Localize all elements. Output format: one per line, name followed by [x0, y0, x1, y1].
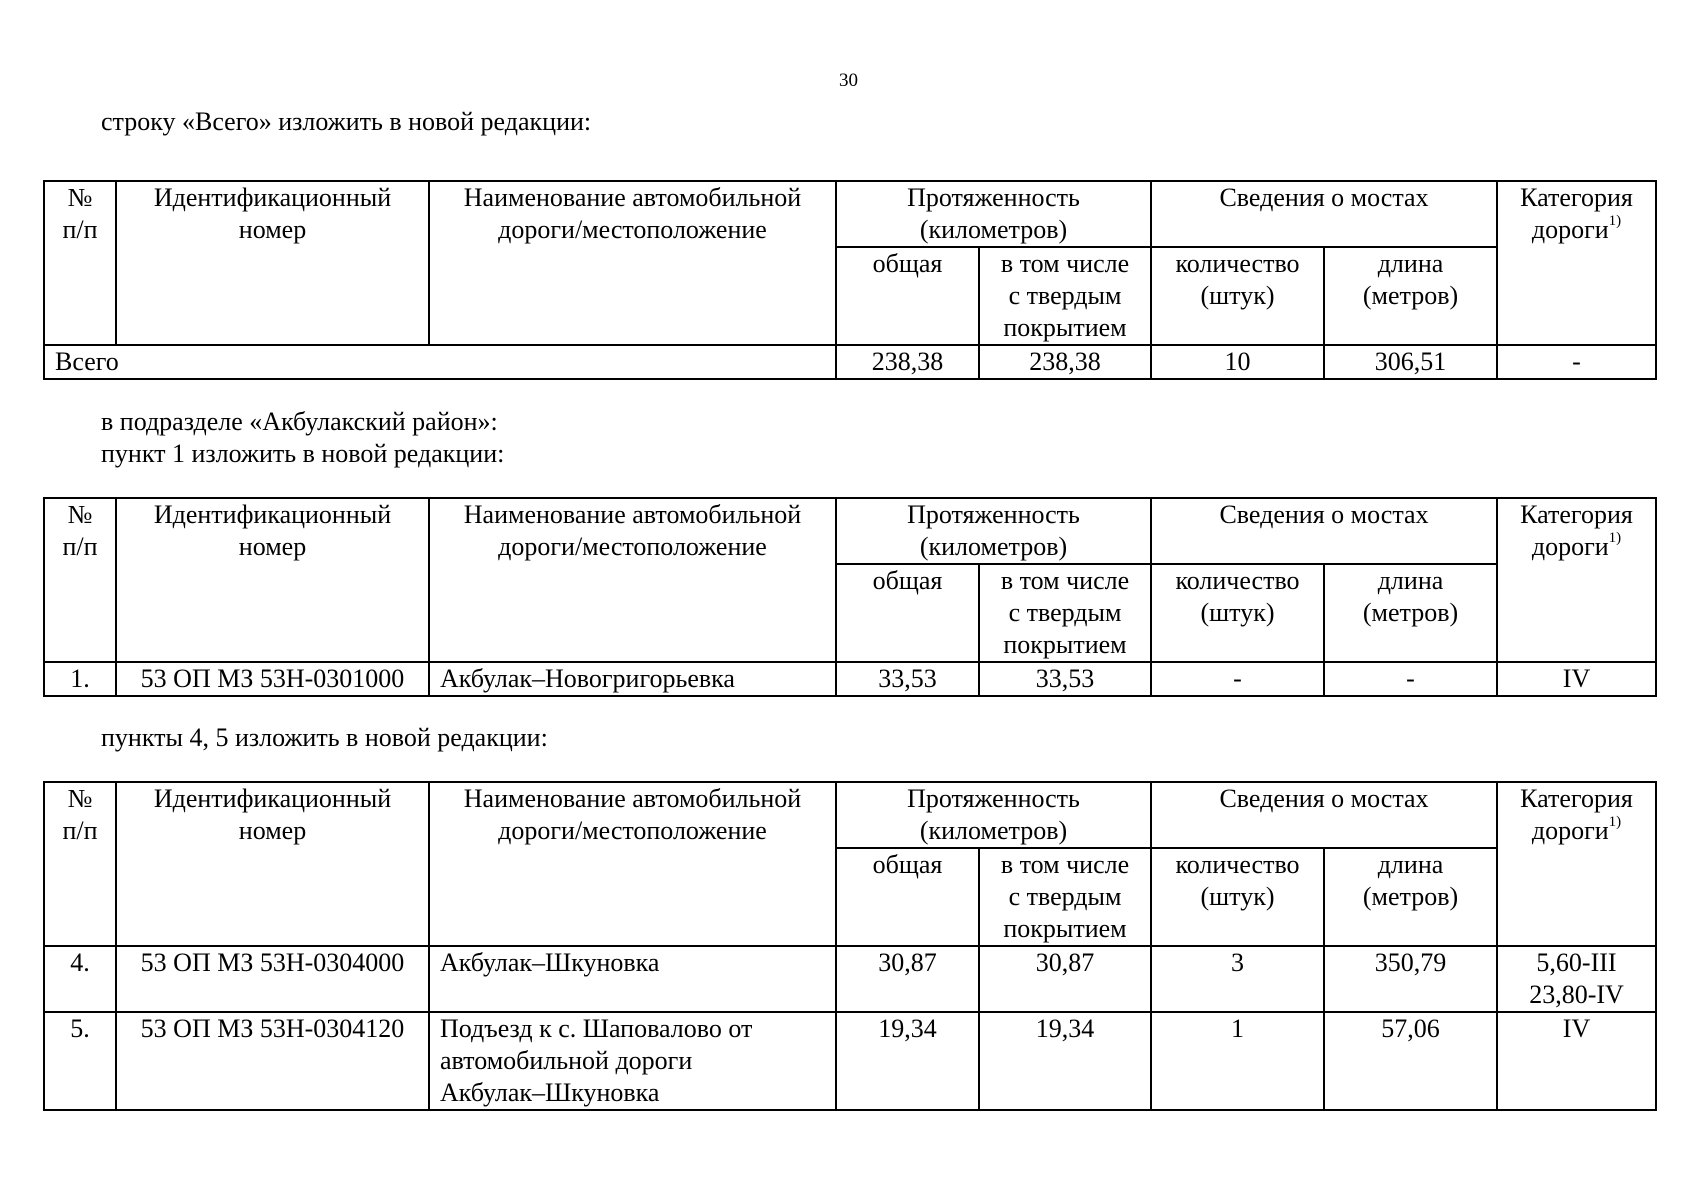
row-name-cell: Акбулак–Новогригорьевка	[429, 662, 836, 696]
bridge-count-cell: 1	[1151, 1012, 1324, 1110]
table-row	[44, 662, 1656, 696]
total-label: Всего	[44, 345, 836, 379]
header-hard-surface: в том числе с твердым покрытием	[979, 564, 1151, 662]
total-length-cell: 33,53	[836, 662, 979, 696]
category-cell: -	[1497, 345, 1656, 379]
header-bridge-length: длина (метров)	[1324, 848, 1497, 946]
header-bridge-length: длина (метров)	[1324, 247, 1497, 345]
header-length: Протяженность (километров)	[836, 498, 1151, 564]
header-bridges: Сведения о мостах	[1151, 782, 1497, 848]
header-bridges: Сведения о мостах	[1151, 498, 1497, 564]
intro-paragraph-total: строку «Всего» изложить в новой редакции:	[101, 107, 592, 136]
header-bridges: Сведения о мостах	[1151, 181, 1497, 247]
row-num-cell: 1.	[44, 662, 116, 696]
roads-table-item1	[43, 497, 1657, 697]
total-length-cell: 19,34	[836, 1012, 979, 1110]
header-name: Наименование автомобильной дороги/местоположение	[429, 782, 836, 946]
header-name: Наименование автомобильной дороги/местоположение	[429, 498, 836, 662]
header-bridge-count: количество (штук)	[1151, 564, 1324, 662]
header-total-length: общая	[836, 247, 979, 345]
total-length-cell: 238,38	[836, 345, 979, 379]
intro-paragraph-item1: пункт 1 изложить в новой редакции:	[101, 439, 505, 468]
header-category: Категория дороги$^{1)}$	[1497, 782, 1656, 946]
total-length-cell: 30,87	[836, 946, 979, 1012]
row-name-cell: Подъезд к с. Шаповалово от автомобильной дороги Акбулак–Шкуновка	[429, 1012, 836, 1110]
row-num-cell: 5.	[44, 1012, 116, 1110]
header-id: Идентификационный номер	[116, 782, 429, 946]
header-id: Идентификационный номер	[116, 181, 429, 345]
header-length: Протяженность (километров)	[836, 782, 1151, 848]
header-hard-surface: в том числе с твердым покрытием	[979, 848, 1151, 946]
bridge-count-cell: -	[1151, 662, 1324, 696]
header-num: № п/п	[44, 498, 116, 662]
row-name-cell: Акбулак–Шкуновка	[429, 946, 836, 1012]
roads-table-total	[43, 180, 1657, 380]
bridge-count-cell: 10	[1151, 345, 1324, 379]
header-num: № п/п	[44, 181, 116, 345]
row-num-cell: 4.	[44, 946, 116, 1012]
bridge-length-cell: 57,06	[1324, 1012, 1497, 1110]
header-num: № п/п	[44, 782, 116, 946]
header-bridge-count: количество (штук)	[1151, 247, 1324, 345]
table-row	[44, 1012, 1656, 1110]
row-id-cell: 53 ОП МЗ 53Н-0304120	[116, 1012, 429, 1110]
header-category: Категория дороги$^{1)}$	[1497, 498, 1656, 662]
bridge-length-cell: -	[1324, 662, 1497, 696]
table-row	[44, 345, 1656, 379]
row-id-cell: 53 ОП МЗ 53Н-0301000	[116, 662, 429, 696]
header-category: Категория дороги$^{1)}$	[1497, 181, 1656, 345]
page-number: 30	[839, 70, 858, 91]
intro-paragraph-items45: пункты 4, 5 изложить в новой редакции:	[101, 723, 548, 752]
header-name: Наименование автомобильной дороги/местоположение	[429, 181, 836, 345]
header-total-length: общая	[836, 848, 979, 946]
bridge-length-cell: 350,79	[1324, 946, 1497, 1012]
category-cell: IV	[1497, 1012, 1656, 1110]
roads-table-items45	[43, 781, 1657, 1111]
table-row	[44, 946, 1656, 1012]
row-id-cell: 53 ОП МЗ 53Н-0304000	[116, 946, 429, 1012]
header-id: Идентификационный номер	[116, 498, 429, 662]
header-total-length: общая	[836, 564, 979, 662]
header-length: Протяженность (километров)	[836, 181, 1151, 247]
intro-paragraph-subsection: в подразделе «Акбулакский район»:	[101, 407, 498, 436]
category-cell: IV	[1497, 662, 1656, 696]
header-hard-surface: в том числе с твердым покрытием	[979, 247, 1151, 345]
category-cell: 5,60-III 23,80-IV	[1497, 946, 1656, 1012]
hard-surface-cell: 33,53	[979, 662, 1151, 696]
header-bridge-count: количество (штук)	[1151, 848, 1324, 946]
hard-surface-cell: 238,38	[979, 345, 1151, 379]
header-bridge-length: длина (метров)	[1324, 564, 1497, 662]
bridge-length-cell: 306,51	[1324, 345, 1497, 379]
bridge-count-cell: 3	[1151, 946, 1324, 1012]
hard-surface-cell: 19,34	[979, 1012, 1151, 1110]
hard-surface-cell: 30,87	[979, 946, 1151, 1012]
